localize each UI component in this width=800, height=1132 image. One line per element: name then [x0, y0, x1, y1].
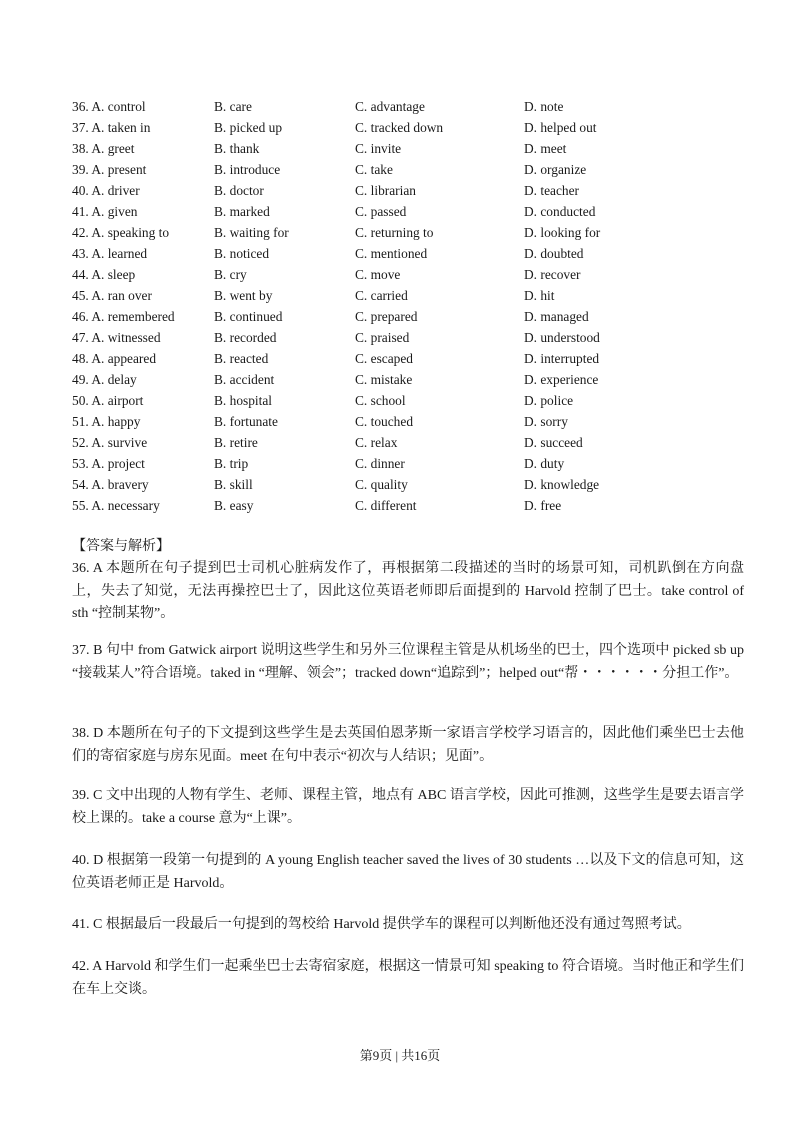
option-a: 42. A. speaking to — [72, 225, 170, 240]
option-a: 38. A. greet — [72, 141, 135, 156]
option-a: 37. A. taken in — [72, 120, 151, 135]
option-c: C. tracked down — [355, 120, 444, 135]
option-row-55 — [72, 495, 752, 516]
option-c: C. take — [355, 162, 393, 177]
option-d: D. meet — [524, 141, 567, 156]
option-row-38 — [72, 138, 752, 159]
option-row-52 — [72, 432, 752, 453]
option-a: 51. A. happy — [72, 414, 141, 429]
option-row-37 — [72, 117, 752, 138]
option-a: 47. A. witnessed — [72, 330, 161, 345]
option-b: B. picked up — [214, 120, 283, 135]
option-b: B. went by — [214, 288, 273, 303]
option-row-48 — [72, 348, 752, 369]
option-a: 46. A. remembered — [72, 309, 175, 324]
answer-39: 39. C 文中出现的人物有学生、老师、课程主管，地点有 ABC 语言学校，因此可推测，这些学生是要去语言学校上课的。take a course 意为“上课”。 — [72, 788, 744, 826]
option-row-40 — [72, 180, 752, 201]
option-b: B. marked — [214, 204, 270, 219]
option-c: C. relax — [355, 435, 398, 450]
option-d: D. free — [524, 498, 562, 513]
option-c: C. different — [355, 498, 417, 513]
option-row-50 — [72, 390, 752, 411]
option-d: D. recover — [524, 267, 581, 282]
option-b: B. introduce — [214, 162, 281, 177]
option-c: C. prepared — [355, 309, 418, 324]
option-b: B. reacted — [214, 351, 269, 366]
answer-42: 42. A Harvold 和学生们一起乘坐巴士去寄宿家庭，根据这一情景可知 speaking to 符合语境。当时他正和学生们在车上交谈。 — [72, 959, 744, 997]
options-table — [72, 96, 752, 516]
option-a: 48. A. appeared — [72, 351, 157, 366]
option-a: 36. A. control — [72, 99, 146, 114]
option-c: C. praised — [355, 330, 410, 345]
option-a: 55. A. necessary — [72, 498, 160, 513]
option-b: B. recorded — [214, 330, 277, 345]
option-row-43 — [72, 243, 752, 264]
option-row-44 — [72, 264, 752, 285]
option-row-47 — [72, 327, 752, 348]
answers-section-title: 【答案与解析】 — [72, 539, 170, 554]
option-row-51 — [72, 411, 752, 432]
option-d: D. hit — [524, 288, 555, 303]
option-c: C. touched — [355, 414, 414, 429]
option-c: C. mentioned — [355, 246, 428, 261]
option-b: B. retire — [214, 435, 258, 450]
option-b: B. continued — [214, 309, 283, 324]
answer-41: 41. C 根据最后一段最后一句提到的驾校给 Harvold 提供学车的课程可以判断他还没有通过驾照考试。 — [72, 917, 691, 932]
option-a: 39. A. present — [72, 162, 147, 177]
option-row-49 — [72, 369, 752, 390]
option-d: D. note — [524, 99, 564, 114]
option-d: D. looking for — [524, 225, 601, 240]
option-d: D. knowledge — [524, 477, 600, 492]
option-row-46 — [72, 306, 752, 327]
option-b: B. cry — [214, 267, 247, 282]
option-d: D. experience — [524, 372, 599, 387]
option-c: C. invite — [355, 141, 402, 156]
option-a: 53. A. project — [72, 456, 145, 471]
option-c: C. mistake — [355, 372, 413, 387]
option-d: D. police — [524, 393, 574, 408]
option-c: C. quality — [355, 477, 408, 492]
option-d: D. sorry — [524, 414, 568, 429]
option-a: 54. A. bravery — [72, 477, 149, 492]
option-b: B. thank — [214, 141, 260, 156]
option-a: 50. A. airport — [72, 393, 144, 408]
option-b: B. skill — [214, 477, 253, 492]
option-a: 43. A. learned — [72, 246, 148, 261]
option-b: B. accident — [214, 372, 275, 387]
option-b: B. waiting for — [214, 225, 289, 240]
option-d: D. conducted — [524, 204, 596, 219]
option-b: B. fortunate — [214, 414, 278, 429]
option-row-36 — [72, 96, 752, 117]
option-a: 40. A. driver — [72, 183, 140, 198]
option-c: C. move — [355, 267, 401, 282]
option-row-54 — [72, 474, 752, 495]
option-c: C. school — [355, 393, 406, 408]
option-a: 44. A. sleep — [72, 267, 136, 282]
option-d: D. managed — [524, 309, 589, 324]
option-d: D. helped out — [524, 120, 597, 135]
option-d: D. duty — [524, 456, 565, 471]
option-d: D. understood — [524, 330, 600, 345]
option-b: B. care — [214, 99, 252, 114]
option-b: B. noticed — [214, 246, 270, 261]
answer-36: 36. A 本题所在句子提到巴士司机心脏病发作了，再根据第二段描述的当时的场景可知，司机趴倒在方向盘上，失去了知觉，无法再操控巴士了，因此这位英语老师即后面提到的 Harvold 控制了巴士。take control of sth “控制某物”。 — [72, 561, 744, 621]
option-d: D. doubted — [524, 246, 584, 261]
option-a: 41. A. given — [72, 204, 138, 219]
option-d: D. organize — [524, 162, 587, 177]
option-row-41 — [72, 201, 752, 222]
option-b: B. hospital — [214, 393, 273, 408]
option-b: B. doctor — [214, 183, 264, 198]
option-b: B. trip — [214, 456, 249, 471]
option-row-42 — [72, 222, 752, 243]
option-b: B. easy — [214, 498, 254, 513]
option-c: C. librarian — [355, 183, 416, 198]
option-a: 49. A. delay — [72, 372, 137, 387]
option-row-39 — [72, 159, 752, 180]
answer-37: 37. B 句中 from Gatwick airport 说明这些学生和另外三位课程主管是从机场坐的巴士，四个选项中 picked sb up “接载某人”符合语境。taked in “理解、领会”；tracked down“追踪到”；helped out“帮・・・・・・分担工作”。 — [72, 643, 744, 681]
option-c: C. dinner — [355, 456, 405, 471]
page-footer: 第9页 | 共16页 — [359, 1048, 441, 1063]
option-c: C. returning to — [355, 225, 434, 240]
option-a: 45. A. ran over — [72, 288, 152, 303]
option-c: C. advantage — [355, 99, 425, 114]
answer-40: 40. D 根据第一段第一句提到的 A young English teacher saved the lives of 30 students …以及下文的信息可知，这位英语老师正是 Harvold。 — [72, 853, 744, 891]
option-c: C. escaped — [355, 351, 414, 366]
option-d: D. teacher — [524, 183, 580, 198]
option-d: D. succeed — [524, 435, 583, 450]
option-a: 52. A. survive — [72, 435, 148, 450]
option-d: D. interrupted — [524, 351, 600, 366]
option-c: C. carried — [355, 288, 408, 303]
option-row-45 — [72, 285, 752, 306]
option-row-53 — [72, 453, 752, 474]
option-c: C. passed — [355, 204, 407, 219]
answer-38: 38. D 本题所在句子的下文提到这些学生是去英国伯恩茅斯一家语言学校学习语言的，因此他们乘坐巴士去他们的寄宿家庭与房东见面。meet 在句中表示“初次与人结识；见面”。 — [72, 726, 744, 764]
